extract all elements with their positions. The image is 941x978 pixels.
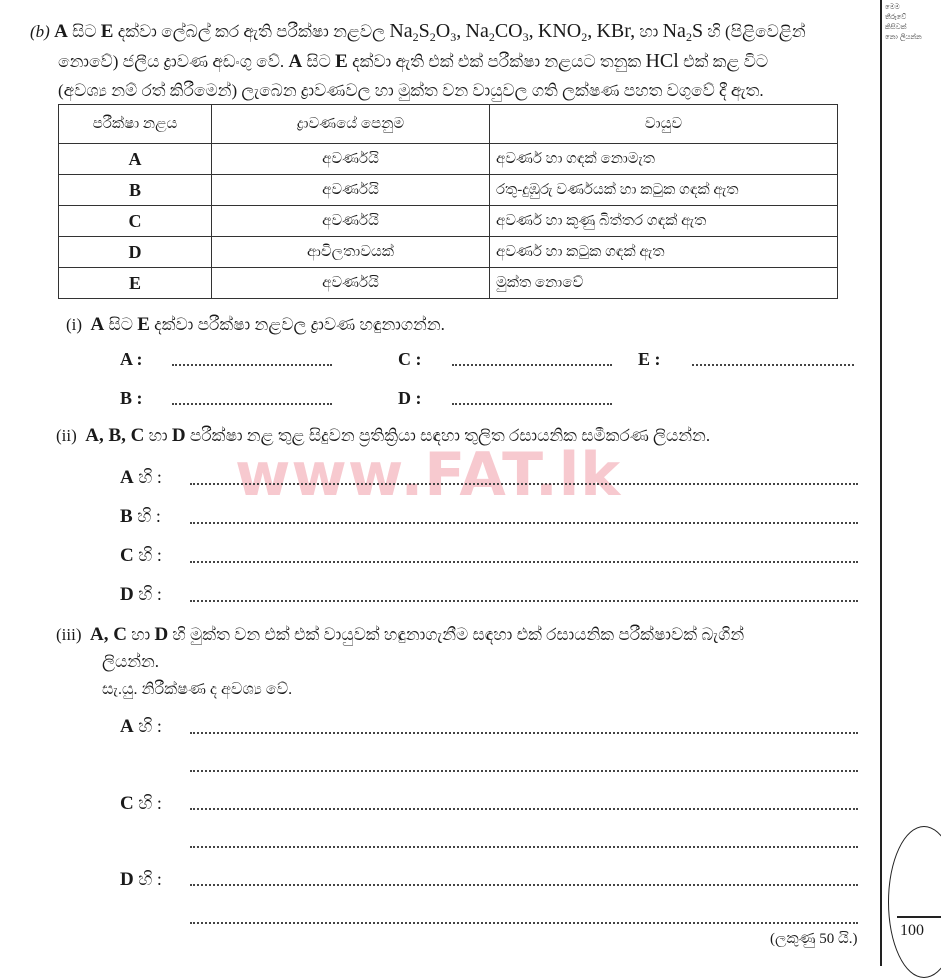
watermark: www.FAT.lk [235, 440, 622, 510]
question-number: (iii) [56, 625, 82, 644]
question-letter: D [154, 624, 169, 645]
question-letter: A, B, C [85, 425, 145, 446]
cell-solution: අවර්ණයි [212, 144, 490, 175]
intro-letter: A [288, 51, 303, 72]
answer-suffix: හි : [133, 793, 162, 813]
answer-field-iii-d-2[interactable] [190, 922, 858, 924]
question-letter: D [171, 425, 186, 446]
answer-field-i-a[interactable] [172, 364, 332, 366]
intro-letter: E [335, 51, 348, 72]
compound-na2s2o3: $Na_2S_2O_3$, [389, 20, 462, 44]
intro-text: දක්වා ඇති එක් එක් පරීක්ෂා නළයට තනුක [347, 52, 646, 71]
score-oval [888, 826, 941, 978]
compound-kbr: KBr, [596, 20, 636, 42]
answer-letter: C [120, 793, 134, 814]
answer-suffix: හි : [133, 545, 162, 565]
table-row [59, 237, 838, 268]
question-i [66, 314, 445, 336]
cell-solution: ආවිලතාවයක් [212, 237, 490, 268]
intro-text: හා [635, 22, 663, 41]
cell-tube: C [59, 206, 212, 237]
cell-solution: අවර්ණයි [212, 175, 490, 206]
answer-field-ii-c[interactable] [190, 561, 858, 563]
answer-field-iii-d-1[interactable] [190, 884, 858, 886]
answer-field-i-c[interactable] [452, 364, 612, 366]
question-text: දක්වා පරීක්ෂා නළවල ද්‍රාවණ හඳුනාගන්න. [149, 315, 445, 334]
cell-gas: අවර්ණ හා ගඳක් නොමැත [490, 144, 838, 175]
question-letter: A [90, 314, 105, 335]
answer-field-i-b[interactable] [172, 403, 332, 405]
answer-label-ii-a [120, 467, 162, 489]
intro-letter: A [54, 21, 68, 42]
answer-label-d: D : [398, 388, 422, 408]
question-letter: E [137, 314, 150, 335]
part-label: (b) [30, 22, 50, 41]
answer-letter: A [120, 716, 134, 737]
cell-tube: D [59, 237, 212, 268]
answer-field-ii-d[interactable] [190, 600, 858, 602]
score-divider [897, 916, 941, 918]
answer-field-i-d[interactable] [452, 403, 612, 405]
header-solution-appearance: ද්‍රාවණයේ පෙනුම [212, 105, 490, 144]
answer-label-iii-d [120, 869, 162, 891]
answer-label-ii-c [120, 545, 162, 567]
answer-label-b: B : [120, 388, 143, 408]
intro-text: හි (පිළිවෙළින් [703, 22, 806, 41]
cell-gas: අවර්ණ හා කටුක ගඳක් ඇත [490, 237, 838, 268]
cell-gas: අවර්ණ හා කුණු බිත්තර ගඳක් ඇත [490, 206, 838, 237]
compound-kno2: $KNO_2$, [537, 20, 593, 44]
answer-field-iii-a-1[interactable] [190, 732, 858, 734]
margin-rule [880, 0, 882, 966]
answer-letter: D [120, 869, 134, 890]
question-text: හා [144, 426, 172, 445]
answer-letter: B [120, 506, 133, 527]
marks-note: (ලකුණු 50 යි.) [770, 931, 858, 947]
compound-hcl: HCl [645, 50, 679, 72]
answer-field-i-e[interactable] [692, 364, 854, 366]
margin-note-line: තීරුවේ [885, 13, 907, 21]
answer-field-iii-c-2[interactable] [190, 846, 858, 848]
answer-letter: A [120, 467, 134, 488]
intro-text: එක් කළ විට [678, 52, 769, 71]
cell-tube: A [59, 144, 212, 175]
question-iii [56, 624, 744, 646]
answer-suffix: හි : [133, 716, 162, 736]
intro-line-2 [58, 46, 768, 77]
margin-note-line: කිසිවක් [885, 23, 907, 31]
answer-suffix: හි : [133, 584, 162, 604]
question-iii-continuation: ලියන්න. [102, 652, 160, 671]
cell-solution: අවර්ණයි [212, 268, 490, 299]
answer-suffix: හි : [133, 467, 162, 487]
cell-solution: අවර්ණයි [212, 206, 490, 237]
answer-field-iii-c-1[interactable] [190, 808, 858, 810]
compound-na2s: $Na_2S$ [662, 20, 704, 44]
table-row [59, 175, 838, 206]
question-text: හි මුක්ත වන එක් එක් වායුවක් හඳුනාගැනීම සඳහා එක් රසායනික පරීක්ෂාවක් බැගින් [168, 625, 745, 644]
answer-label-iii-a [120, 716, 162, 738]
margin-note-line: මෙම [885, 3, 900, 11]
answer-field-iii-a-2[interactable] [190, 770, 858, 772]
question-number: (ii) [56, 426, 77, 445]
answer-field-ii-a[interactable] [190, 483, 858, 485]
question-letter: A, C [90, 624, 127, 645]
question-text: සිට [104, 315, 138, 334]
intro-text: සිට [67, 22, 101, 41]
answer-letter: D [120, 584, 134, 605]
table-header-row [59, 105, 838, 144]
cell-tube: B [59, 175, 212, 206]
answer-suffix: හි : [132, 506, 161, 526]
cell-tube: E [59, 268, 212, 299]
table-row [59, 144, 838, 175]
cell-gas: රතු-දුඹුරු වර්ණයක් හා කටුක ගඳක් ඇත [490, 175, 838, 206]
answer-label-ii-d [120, 584, 162, 606]
question-text: හා [126, 625, 155, 644]
header-test-tube: පරීක්ෂා නළය [59, 105, 212, 144]
intro-text: දක්වා ලේබල් කර ඇති පරීක්ෂා නළවල [113, 22, 390, 41]
header-gas: වායුව [490, 105, 838, 144]
question-number: (i) [66, 315, 83, 334]
answer-field-ii-b[interactable] [190, 522, 858, 524]
intro-text: නොවේ) ජලීය ද්‍රාවණ අඩංගු වේ. [58, 52, 289, 71]
answer-label-a: A : [120, 349, 143, 369]
cell-gas: මුක්ත නොවේ [490, 268, 838, 299]
observations-table [58, 104, 838, 299]
answer-label-e: E : [638, 349, 661, 369]
score-total: 100 [900, 922, 924, 939]
table-row [59, 268, 838, 299]
answer-label-iii-c [120, 793, 162, 815]
intro-text: සිට [302, 52, 336, 71]
answer-suffix: හි : [133, 869, 162, 889]
table-row [59, 206, 838, 237]
intro-line-3: (අවශ්‍ය නම් රත් කිරීමෙන්) ලැබෙන ද්‍රාවණවල හා මුක්ත වන වායුවල ගති ලක්ෂණ පහත වගුවේ දී ඇත. [58, 81, 764, 100]
margin-note-line: නො ලියන්න [885, 33, 922, 41]
question-ii [56, 425, 710, 447]
question-iii-note: සැ.යු. නිරීක්ෂණ ද අවශ්‍ය වේ. [102, 681, 293, 698]
question-text: පරීක්ෂා නළ තුළ සිදුවන ප්‍රතික්‍රියා සඳහා තුලිත රසායනික සමීකරණ ලියන්න. [185, 426, 711, 445]
compound-na2co3: $Na_2CO_3$, [465, 20, 534, 44]
margin-note [885, 2, 922, 42]
answer-label-c: C : [398, 349, 422, 369]
intro-letter: E [100, 21, 114, 42]
answer-letter: C [120, 545, 134, 566]
answer-label-ii-b [120, 506, 161, 528]
